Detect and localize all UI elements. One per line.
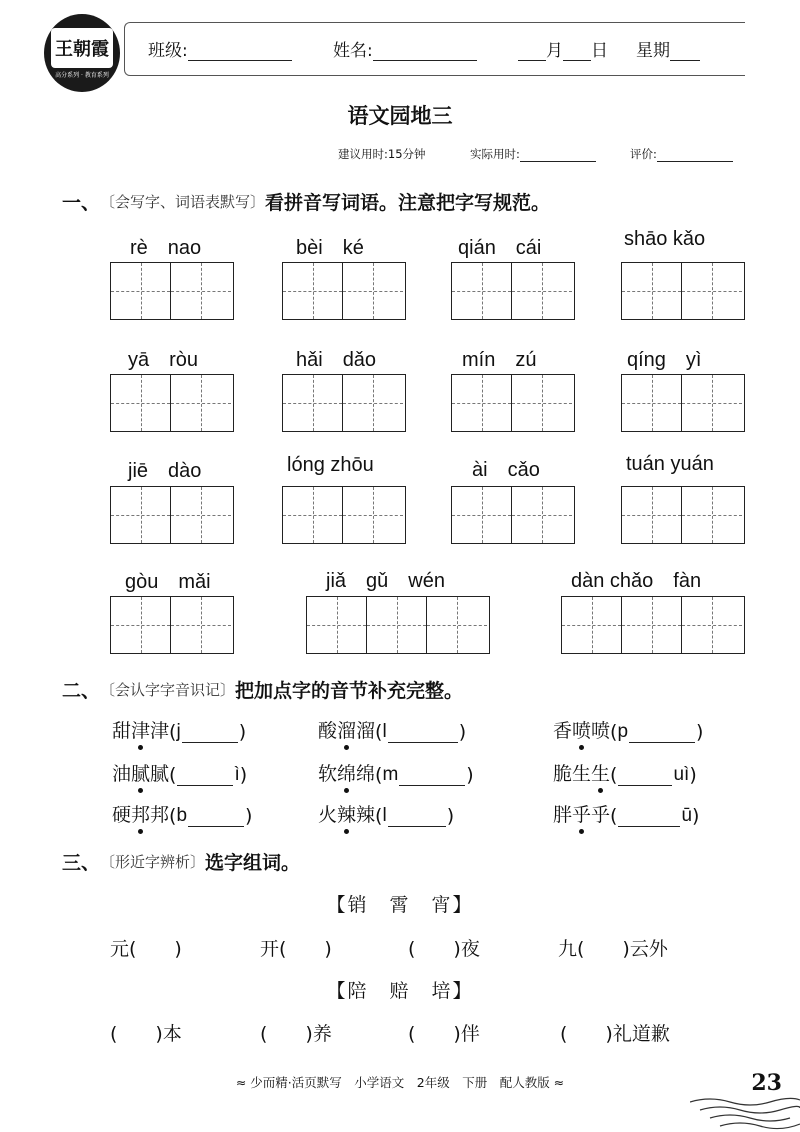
month-label: 月 — [546, 41, 563, 61]
section-2-instruction: 把加点字的音节补充完整。 — [235, 680, 464, 702]
logo-subtitle: 高分系列 · 教育系列 — [55, 71, 109, 79]
writing-grid[interactable] — [306, 596, 490, 654]
logo — [44, 14, 120, 92]
pinyin: shāo kǎo — [624, 228, 706, 250]
week-label: 星期 — [636, 41, 670, 61]
pinyin: dàn chǎo fàn — [571, 570, 702, 592]
section-3-instruction: 选字组词。 — [205, 852, 301, 874]
score-label: 评价: — [630, 147, 657, 161]
section-1-number: 一、 — [62, 192, 101, 214]
pinyin: hǎi dǎo — [296, 349, 377, 371]
dotted-char: 喷 — [572, 716, 591, 743]
pinyin: tuán yuán — [626, 453, 714, 475]
wave-decoration — [690, 1090, 800, 1130]
dotted-char: 生 — [591, 759, 610, 786]
char-group-2: 【陪 赔 培】 — [326, 980, 474, 1002]
answer-blank[interactable] — [177, 765, 233, 786]
phonetic-item: 硬 邦 邦 ( b ) — [112, 800, 252, 827]
answer-blank[interactable] — [182, 722, 238, 743]
phonetic-item: 香 喷 喷 ( p ) — [553, 716, 703, 743]
actual-time — [470, 146, 596, 162]
pinyin: lóng zhōu — [287, 454, 374, 476]
dotted-char: 邦 — [131, 800, 150, 827]
writing-grid[interactable] — [621, 486, 745, 544]
dotted-char: 津 — [131, 716, 150, 743]
name-label: 姓名: — [333, 41, 373, 61]
pinyin: ài cǎo — [472, 459, 540, 481]
word-blank[interactable]: ( )礼道歉 — [560, 1023, 670, 1045]
score-line[interactable] — [657, 147, 733, 162]
writing-grid[interactable] — [110, 486, 234, 544]
answer-blank[interactable] — [618, 806, 680, 827]
word-blank[interactable]: ( )夜 — [408, 938, 480, 960]
section-1-heading — [62, 188, 550, 215]
phonetic-item: 胖 乎 乎 ( ū ) — [553, 800, 699, 827]
phonetic-item: 甜 津 津 ( j ) — [112, 716, 246, 743]
word-blank[interactable]: 九( )云外 — [558, 938, 668, 960]
actual-time-line[interactable] — [520, 147, 596, 162]
char-group-1: 【销 霄 宵】 — [326, 894, 474, 916]
logo-text: 王朝霞 — [51, 28, 113, 68]
footer-text: ≈ 少而精·活页默写 小学语文 2年级 下册 配人教版 ≈ — [235, 1075, 565, 1090]
pinyin: qíng yì — [627, 349, 702, 371]
pinyin: mín zú — [462, 349, 537, 371]
section-3-tag: 〔形近字辨析〕 — [100, 853, 206, 871]
section-3-number: 三、 — [62, 852, 101, 874]
page-title: 语文园地三 — [347, 104, 453, 128]
phonetic-item: 脆 生 生 ( uì ) — [553, 759, 697, 786]
dotted-char: 溜 — [337, 716, 356, 743]
writing-grid[interactable] — [110, 374, 234, 432]
answer-blank[interactable] — [399, 765, 465, 786]
answer-blank[interactable] — [629, 722, 695, 743]
date-field — [518, 36, 700, 61]
day-label: 日 — [591, 41, 608, 61]
name-input-line[interactable] — [373, 42, 477, 61]
pinyin: jiē dào — [128, 460, 202, 482]
score — [630, 146, 733, 162]
section-2-tag: 〔会认字字音识记〕 — [100, 681, 236, 699]
day-input-line[interactable] — [563, 42, 591, 61]
writing-grid[interactable] — [110, 596, 234, 654]
writing-grid[interactable] — [621, 374, 745, 432]
pinyin: gòu mǎi — [125, 571, 211, 593]
writing-grid[interactable] — [451, 374, 575, 432]
dotted-char: 辣 — [337, 800, 356, 827]
section-1-tag: 〔会写字、词语表默写〕 — [100, 193, 266, 211]
phonetic-item: 酸 溜 溜 ( l ) — [318, 716, 466, 743]
pinyin: rè nao — [130, 237, 202, 259]
section-2-number: 二、 — [62, 680, 101, 702]
name-field — [333, 36, 477, 61]
month-input-line[interactable] — [518, 42, 546, 61]
writing-grid[interactable] — [282, 374, 406, 432]
phonetic-item: 软 绵 绵 ( m ) — [318, 759, 474, 786]
week-input-line[interactable] — [670, 42, 700, 61]
section-2-heading — [62, 676, 463, 703]
word-blank[interactable]: ( )伴 — [408, 1023, 480, 1045]
page-number: 23 — [751, 1070, 782, 1096]
pinyin: bèi ké — [296, 237, 364, 259]
pinyin: qián cái — [458, 237, 542, 259]
word-blank[interactable]: ( )养 — [260, 1023, 332, 1045]
section-3-heading — [62, 848, 300, 875]
word-blank[interactable]: 元( ) — [110, 938, 182, 960]
answer-blank[interactable] — [388, 806, 446, 827]
dotted-char: 腻 — [131, 759, 150, 786]
writing-grid[interactable] — [282, 262, 406, 320]
answer-blank[interactable] — [188, 806, 244, 827]
class-field — [148, 36, 292, 61]
suggest-time-text: 建议用时:15分钟 — [338, 147, 426, 161]
actual-time-label: 实际用时: — [470, 147, 520, 161]
writing-grid[interactable] — [282, 486, 406, 544]
writing-grid[interactable] — [621, 262, 745, 320]
writing-grid[interactable] — [110, 262, 234, 320]
phonetic-item: 火 辣 辣 ( l ) — [318, 800, 454, 827]
word-blank[interactable]: ( )本 — [110, 1023, 182, 1045]
word-blank[interactable]: 开( ) — [260, 938, 332, 960]
pinyin: yā ròu — [128, 349, 199, 371]
dotted-char: 乎 — [572, 800, 591, 827]
writing-grid[interactable] — [451, 262, 575, 320]
pinyin: jiǎ gǔ wén — [326, 570, 445, 592]
answer-blank[interactable] — [388, 722, 458, 743]
dotted-char: 绵 — [337, 759, 356, 786]
section-1-instruction: 看拼音写词语。注意把字写规范。 — [265, 192, 551, 214]
writing-grid[interactable] — [451, 486, 575, 544]
phonetic-item: 油 腻 腻 ( ì ) — [112, 759, 247, 786]
suggest-time — [338, 146, 426, 162]
class-input-line[interactable] — [188, 42, 292, 61]
answer-blank[interactable] — [618, 765, 672, 786]
writing-grid[interactable] — [561, 596, 745, 654]
class-label: 班级: — [148, 41, 188, 61]
